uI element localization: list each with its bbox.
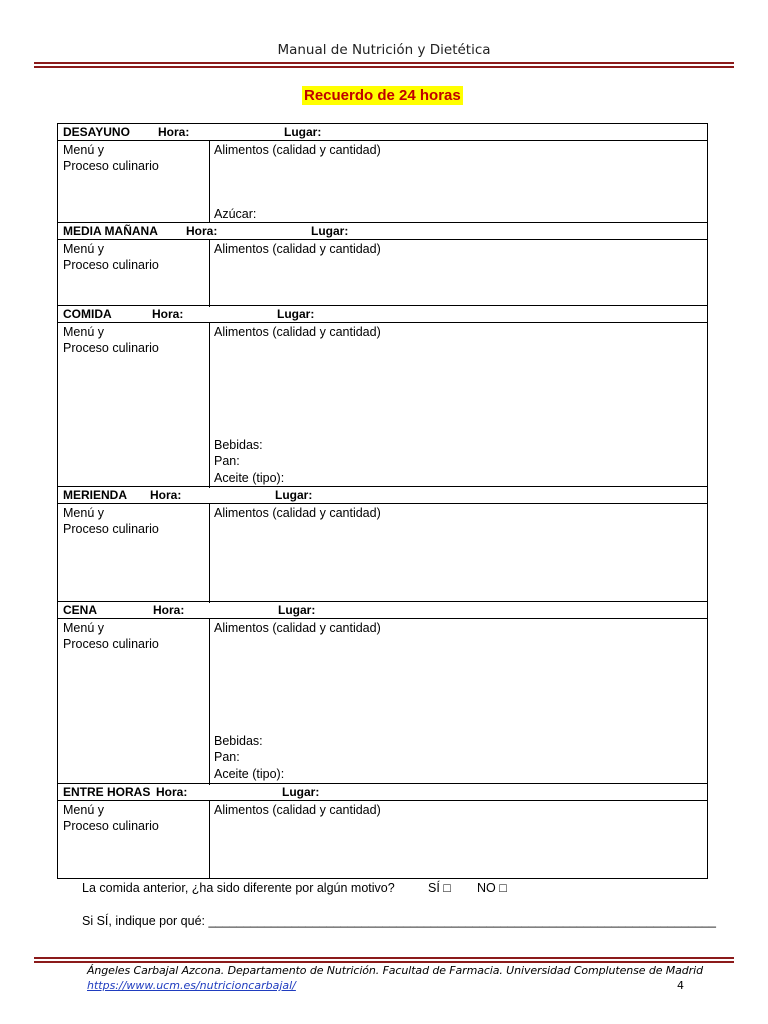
document-title: Recuerdo de 24 horas bbox=[304, 87, 461, 104]
footer-rule-top bbox=[34, 957, 734, 959]
menu-label-line2: Proceso culinario bbox=[63, 258, 159, 272]
lugar-label: Lugar: bbox=[284, 125, 322, 139]
section-header bbox=[58, 602, 707, 619]
extras-list bbox=[214, 733, 284, 782]
hora-label: Hora: bbox=[186, 224, 218, 238]
hora-label: Hora: bbox=[156, 785, 188, 799]
column-divider bbox=[209, 504, 210, 603]
menu-label-line2: Proceso culinario bbox=[63, 522, 159, 536]
no-option[interactable]: NO □ bbox=[477, 881, 507, 895]
section-header bbox=[58, 306, 707, 323]
section-name: DESAYUNO bbox=[63, 125, 130, 139]
section-body bbox=[58, 323, 707, 488]
extra-aceite: Aceite (tipo): bbox=[214, 766, 285, 781]
section-header bbox=[58, 784, 707, 801]
column-divider bbox=[209, 240, 210, 307]
menu-label bbox=[63, 324, 159, 356]
section-header bbox=[58, 223, 707, 240]
header-rule-bottom bbox=[34, 66, 734, 68]
column-divider bbox=[209, 323, 210, 488]
foods-label: Alimentos (calidad y cantidad) bbox=[214, 325, 381, 339]
footer-author: Ángeles Carbajal Azcona. Departamento de Nutrición. Facultad de Farmacia. Universidad Complutense de Madrid bbox=[87, 964, 703, 977]
hora-label: Hora: bbox=[158, 125, 190, 139]
section-comida bbox=[58, 305, 707, 488]
foods-label: Alimentos (calidad y cantidad) bbox=[214, 621, 381, 635]
foods-label: Alimentos (calidad y cantidad) bbox=[214, 242, 381, 256]
section-body bbox=[58, 141, 707, 223]
menu-label bbox=[63, 802, 159, 834]
manual-title: Manual de Nutrición y Dietética bbox=[277, 42, 491, 58]
menu-label-line1: Menú y bbox=[63, 325, 104, 339]
yes-option[interactable]: SÍ □ bbox=[428, 881, 451, 895]
extras-list bbox=[214, 437, 284, 486]
footer-rule-bottom bbox=[34, 961, 734, 963]
lugar-label: Lugar: bbox=[282, 785, 320, 799]
foods-label: Alimentos (calidad y cantidad) bbox=[214, 143, 381, 157]
section-desayuno bbox=[58, 124, 707, 223]
extra-pan: Pan: bbox=[214, 750, 240, 765]
section-name: CENA bbox=[63, 603, 98, 617]
extra-azucar: Azúcar: bbox=[214, 207, 257, 221]
section-body bbox=[58, 240, 707, 307]
recall-form bbox=[57, 123, 708, 879]
menu-label-line2: Proceso culinario bbox=[63, 159, 159, 173]
section-name: ENTRE HORAS bbox=[63, 785, 151, 799]
column-divider bbox=[209, 141, 210, 223]
section-entre-horas bbox=[58, 783, 707, 879]
section-media-manana bbox=[58, 222, 707, 307]
section-name: COMIDA bbox=[63, 307, 112, 321]
section-body bbox=[58, 504, 707, 603]
lugar-label: Lugar: bbox=[277, 307, 315, 321]
header-rule-top bbox=[34, 62, 734, 64]
menu-label bbox=[63, 505, 159, 537]
extra-bebidas: Bebidas: bbox=[214, 734, 263, 748]
lugar-label: Lugar: bbox=[275, 488, 313, 502]
menu-label-line2: Proceso culinario bbox=[63, 341, 159, 355]
section-header bbox=[58, 124, 707, 141]
column-divider bbox=[209, 801, 210, 879]
extras-list bbox=[214, 206, 256, 222]
menu-label-line2: Proceso culinario bbox=[63, 637, 159, 651]
menu-label bbox=[63, 620, 159, 652]
foods-label: Alimentos (calidad y cantidad) bbox=[214, 506, 381, 520]
extra-pan: Pan: bbox=[214, 454, 240, 469]
lugar-label: Lugar: bbox=[278, 603, 316, 617]
why-line[interactable]: Si SÍ, indique por qué: _________________________________________________________________________ bbox=[82, 914, 716, 928]
menu-label-line1: Menú y bbox=[63, 506, 104, 520]
extra-aceite: Aceite (tipo): bbox=[214, 470, 285, 485]
section-body bbox=[58, 801, 707, 879]
footer-link[interactable]: https://www.ucm.es/nutricioncarbajal/ bbox=[87, 979, 296, 992]
menu-label-line1: Menú y bbox=[63, 242, 104, 256]
menu-label-line1: Menú y bbox=[63, 143, 104, 157]
different-question: La comida anterior, ¿ha sido diferente por algún motivo? bbox=[82, 881, 395, 895]
hora-label: Hora: bbox=[153, 603, 185, 617]
hora-label: Hora: bbox=[152, 307, 184, 321]
extra-bebidas: Bebidas: bbox=[214, 438, 263, 452]
page-number: 4 bbox=[677, 979, 684, 992]
menu-label bbox=[63, 142, 159, 174]
menu-label-line1: Menú y bbox=[63, 803, 104, 817]
column-divider bbox=[209, 619, 210, 785]
menu-label-line1: Menú y bbox=[63, 621, 104, 635]
lugar-label: Lugar: bbox=[311, 224, 349, 238]
section-name: MEDIA MAÑANA bbox=[63, 224, 158, 238]
section-merienda bbox=[58, 486, 707, 603]
section-name: MERIENDA bbox=[63, 488, 128, 502]
section-header bbox=[58, 487, 707, 504]
menu-label bbox=[63, 241, 159, 273]
hora-label: Hora: bbox=[150, 488, 182, 502]
menu-label-line2: Proceso culinario bbox=[63, 819, 159, 833]
section-cena bbox=[58, 601, 707, 785]
foods-label: Alimentos (calidad y cantidad) bbox=[214, 803, 381, 817]
section-body bbox=[58, 619, 707, 785]
